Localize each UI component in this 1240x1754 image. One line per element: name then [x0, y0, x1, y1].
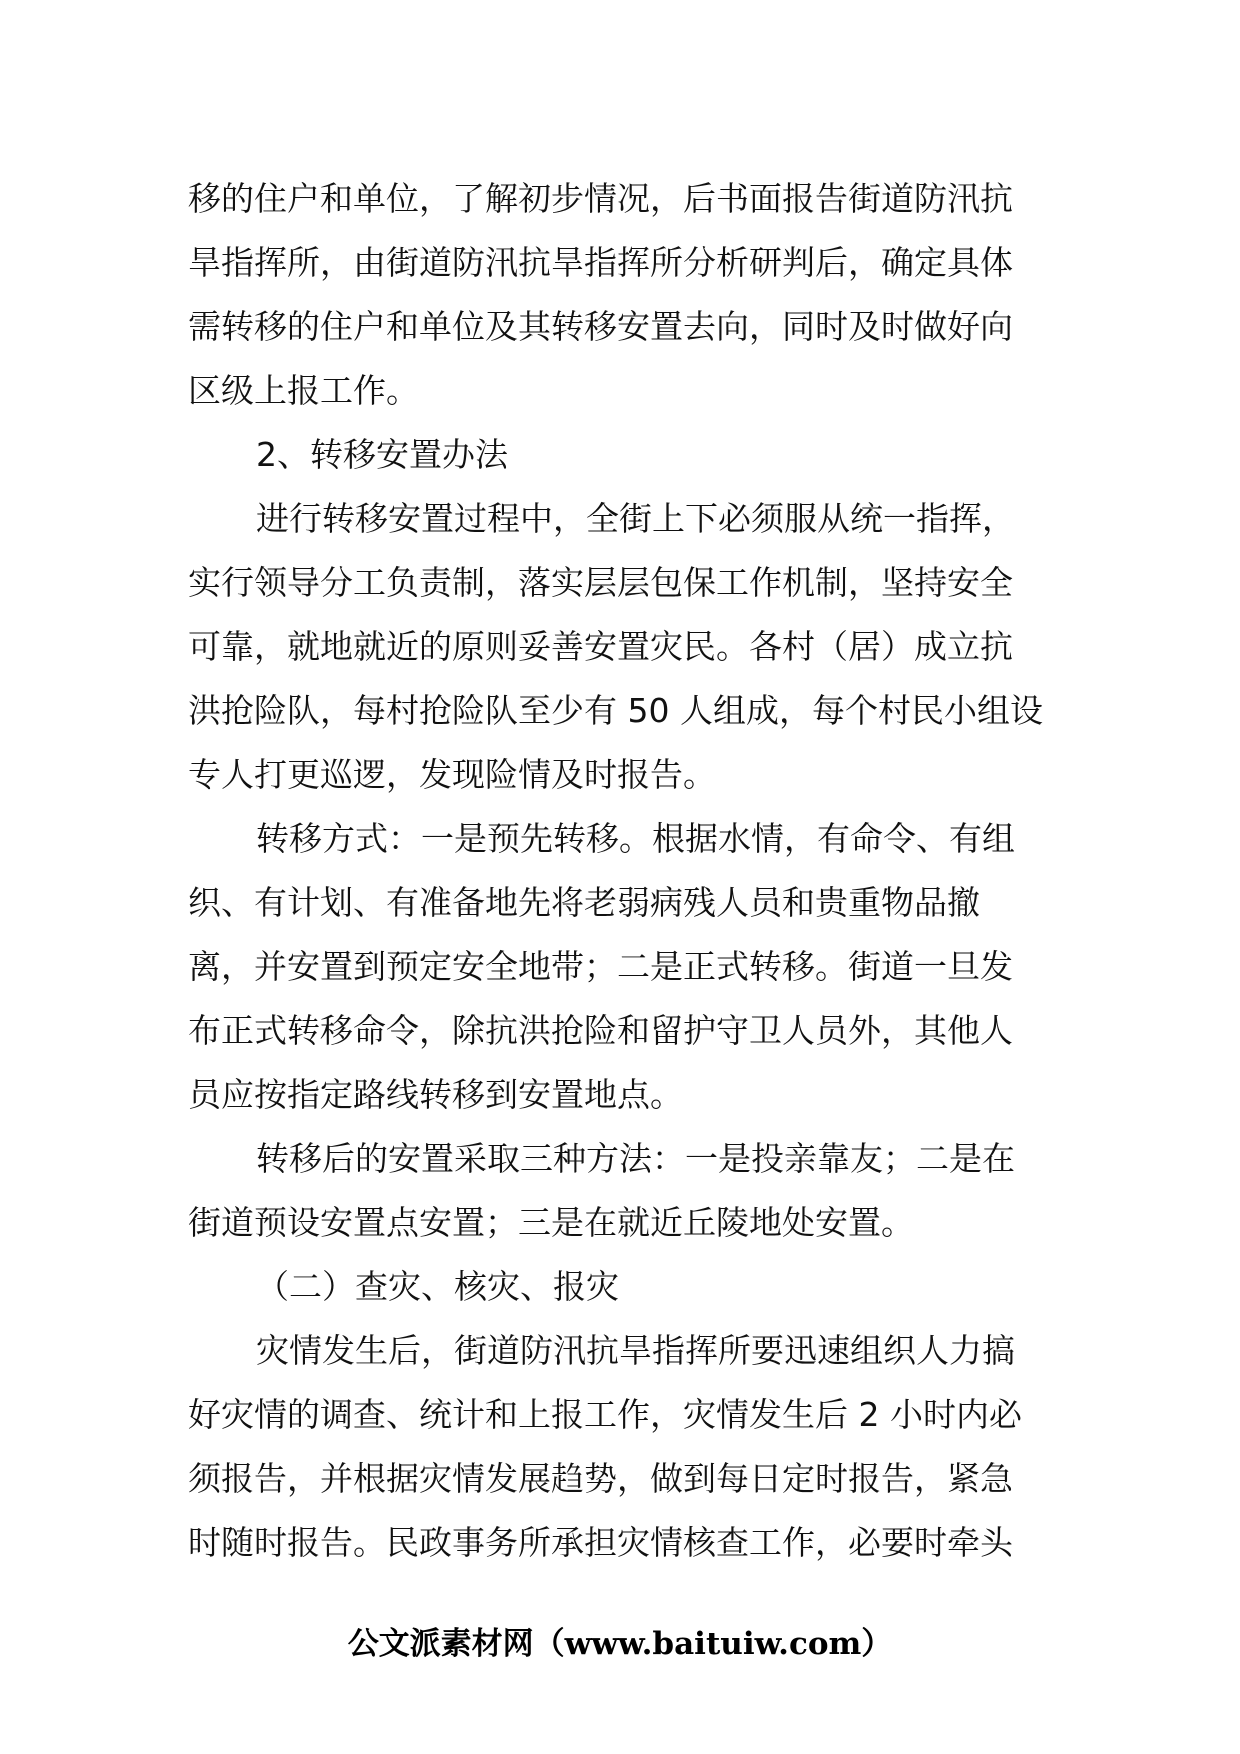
text-line: 旱指挥所，由街道防汛抗旱指挥所分析研判后，确定具体 [188, 243, 1013, 282]
text-line: 洪抢险队，每村抢险队至少有 50 人组成，每个村民小组设 [188, 691, 1043, 730]
text-line: 专人打更巡逻，发现险情及时报告。 [188, 755, 716, 794]
text-line: 转移方式：一是预先转移。根据水情，有命令、有组 [256, 819, 1015, 858]
text-line: 灾情发生后，街道防汛抗旱指挥所要迅速组织人力搞 [256, 1331, 1015, 1370]
text-line: 时随时报告。民政事务所承担灾情核查工作，必要时牵头 [188, 1523, 1013, 1562]
text-line: 布正式转移命令，除抗洪抢险和留护守卫人员外，其他人 [188, 1011, 1013, 1050]
document-body [188, 167, 1058, 1575]
text-line: 好灾情的调查、统计和上报工作，灾情发生后 2 小时内必 [188, 1395, 1022, 1434]
text-line: 员应按指定路线转移到安置地点。 [188, 1075, 683, 1114]
text-line: 离，并安置到预定安全地带；二是正式转移。街道一旦发 [188, 947, 1013, 986]
text-line: 2、转移安置办法 [256, 435, 508, 474]
footer-watermark: 公文派素材网（www.baituiw.com） [347, 1626, 893, 1662]
text-line: （二）查灾、核灾、报灾 [256, 1267, 619, 1306]
text-line: 移的住户和单位，了解初步情况，后书面报告街道防汛抗 [188, 179, 1013, 218]
text-line: 须报告，并根据灾情发展趋势，做到每日定时报告，紧急 [188, 1459, 1013, 1498]
text-line: 区级上报工作。 [188, 371, 419, 410]
text-line: 进行转移安置过程中，全街上下必须服从统一指挥， [256, 499, 1015, 538]
text-line: 街道预设安置点安置；三是在就近丘陵地处安置。 [188, 1203, 914, 1242]
text-line: 需转移的住户和单位及其转移安置去向，同时及时做好向 [188, 307, 1013, 346]
text-line: 实行领导分工负责制，落实层层包保工作机制，坚持安全 [188, 563, 1013, 602]
text-line: 转移后的安置采取三种方法：一是投亲靠友；二是在 [256, 1139, 1015, 1178]
text-line: 可靠，就地就近的原则妥善安置灾民。各村（居）成立抗 [188, 627, 1013, 666]
text-line: 织、有计划、有准备地先将老弱病残人员和贵重物品撤 [188, 883, 980, 922]
